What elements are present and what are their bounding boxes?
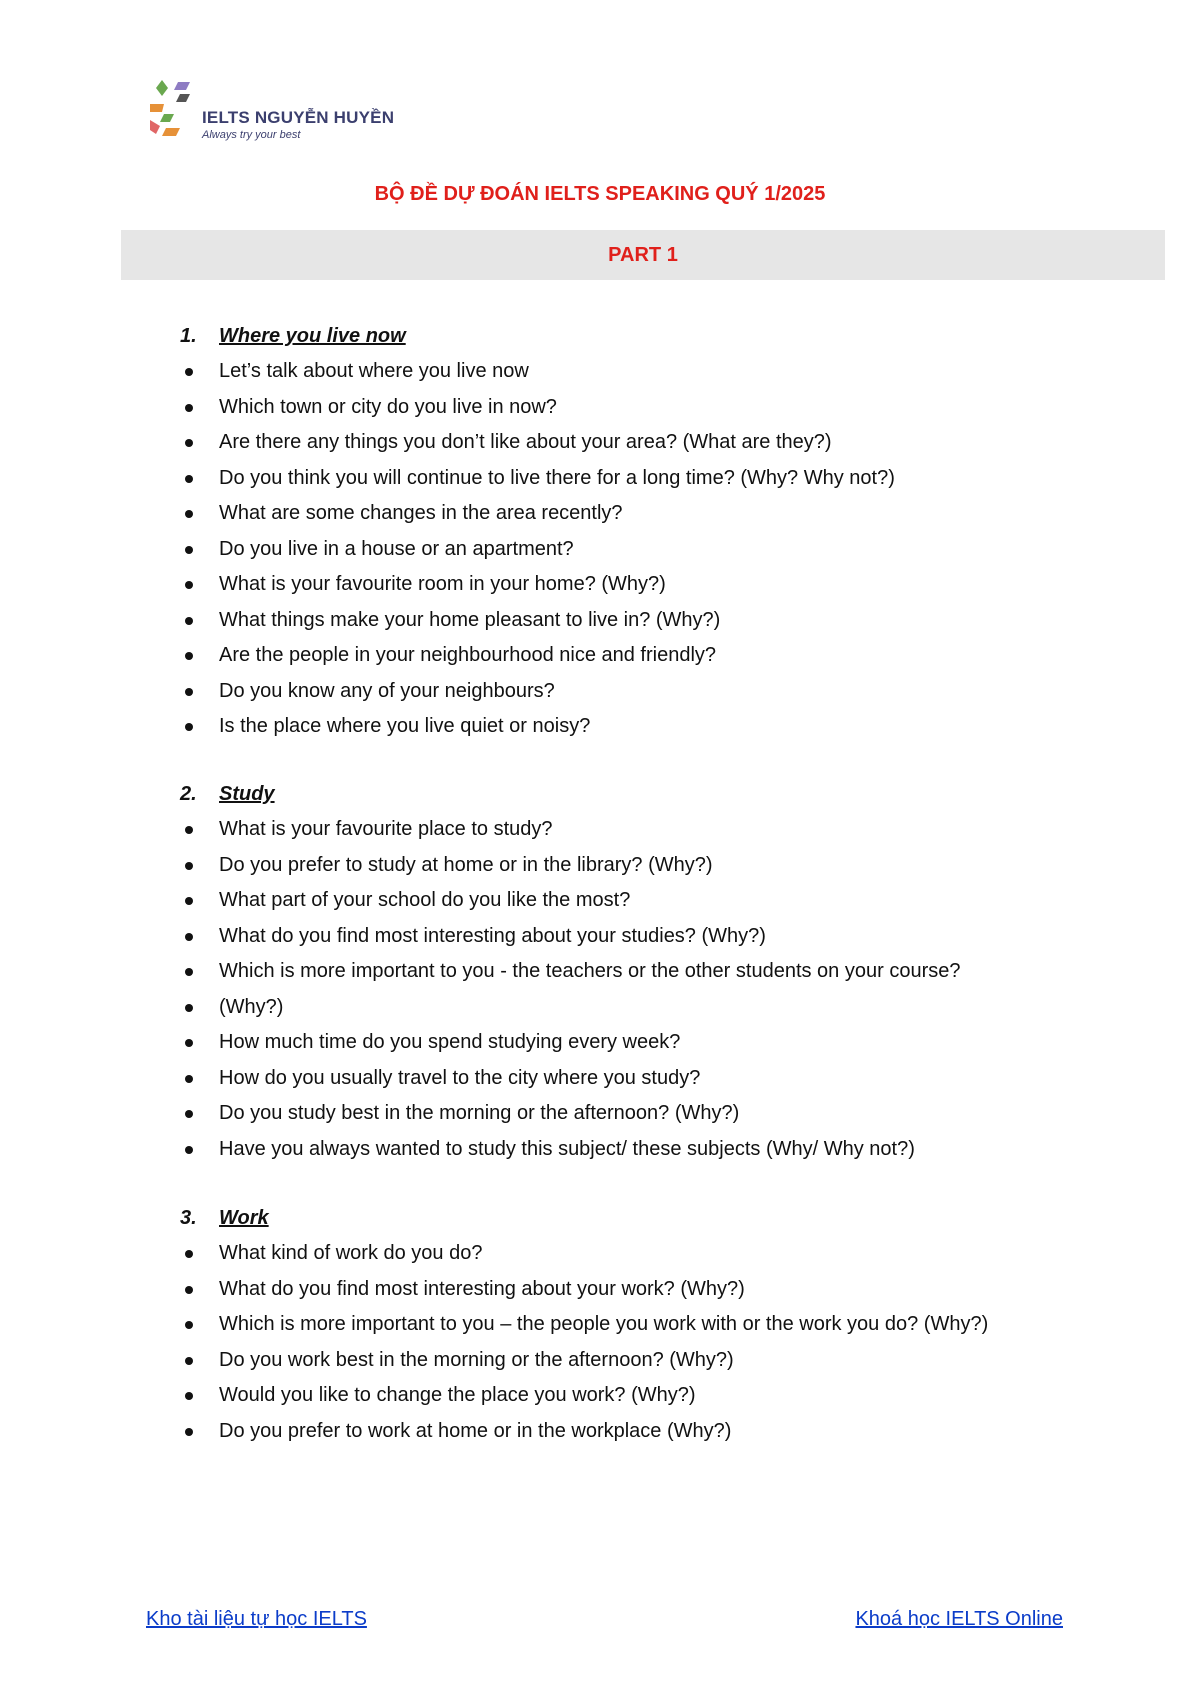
question-item: Would you like to change the place you work? (Why?) xyxy=(180,1378,1140,1414)
question-item: Do you know any of your neighbours? xyxy=(180,674,1140,710)
section-work xyxy=(180,1200,1140,1449)
logo-tagline: Always try your best xyxy=(202,129,301,141)
brand-logo xyxy=(150,74,410,146)
document-title: BỘ ĐỀ DỰ ĐOÁN IELTS SPEAKING QUÝ 1/2025 xyxy=(374,183,826,205)
section-title: Study xyxy=(219,783,275,805)
section-heading xyxy=(180,1200,1140,1236)
question-item: Is the place where you live quiet or noisy? xyxy=(180,709,1140,745)
question-item: Do you prefer to study at home or in the library? (Why?) xyxy=(180,848,1140,884)
question-item: Have you always wanted to study this subject/ these subjects (Why/ Why not?) xyxy=(180,1132,1140,1168)
logo-mark-icon xyxy=(150,78,202,144)
question-item: (Why?) xyxy=(180,990,1140,1026)
footer-link-online-course[interactable]: Khoá học IELTS Online xyxy=(855,1608,1063,1630)
question-item: Do you live in a house or an apartment? xyxy=(180,532,1140,568)
section-number: 2. xyxy=(180,783,197,805)
question-item: What do you find most interesting about your studies? (Why?) xyxy=(180,919,1140,955)
question-item: What is your favourite place to study? xyxy=(180,812,1140,848)
question-list xyxy=(180,354,1140,745)
question-item: Are the people in your neighbourhood nice and friendly? xyxy=(180,638,1140,674)
section-heading xyxy=(180,318,1140,354)
question-item: What kind of work do you do? xyxy=(180,1236,1140,1272)
question-item: What things make your home pleasant to live in? (Why?) xyxy=(180,603,1140,639)
question-item: Are there any things you don’t like about your area? (What are they?) xyxy=(180,425,1140,461)
question-item: Which is more important to you – the people you work with or the work you do? (Why?) xyxy=(180,1307,1049,1343)
question-item: Do you think you will continue to live there for a long time? (Why? Why not?) xyxy=(180,461,1140,497)
question-item: Which is more important to you - the teachers or the other students on your course? xyxy=(180,954,1140,990)
question-item: What part of your school do you like the most? xyxy=(180,883,1140,919)
logo-name: IELTS NGUYỄN HUYỀN xyxy=(202,108,395,127)
question-item: Let’s talk about where you live now xyxy=(180,354,1140,390)
part-header-bar xyxy=(121,230,1165,280)
section-where-you-live xyxy=(180,318,1140,745)
question-item: How do you usually travel to the city where you study? xyxy=(180,1061,1140,1097)
section-heading xyxy=(180,776,1140,812)
question-item: What do you find most interesting about your work? (Why?) xyxy=(180,1272,1140,1308)
question-list xyxy=(180,812,1140,1167)
section-number: 3. xyxy=(180,1207,197,1229)
question-item: What are some changes in the area recently? xyxy=(180,496,1140,532)
question-item: Which town or city do you live in now? xyxy=(180,390,1140,426)
footer-link-self-study[interactable]: Kho tài liệu tự học IELTS xyxy=(146,1608,367,1630)
question-item: What is your favourite room in your home? (Why?) xyxy=(180,567,1140,603)
question-item: Do you work best in the morning or the afternoon? (Why?) xyxy=(180,1343,1140,1379)
section-title: Work xyxy=(219,1207,269,1229)
question-item: Do you prefer to work at home or in the workplace (Why?) xyxy=(180,1414,1140,1450)
section-title: Where you live now xyxy=(219,325,406,347)
section-study xyxy=(180,776,1140,1167)
question-list xyxy=(180,1236,1140,1449)
question-item: Do you study best in the morning or the afternoon? (Why?) xyxy=(180,1096,1140,1132)
section-number: 1. xyxy=(180,325,197,347)
question-item: How much time do you spend studying every week? xyxy=(180,1025,1140,1061)
part-label: PART 1 xyxy=(608,244,678,266)
